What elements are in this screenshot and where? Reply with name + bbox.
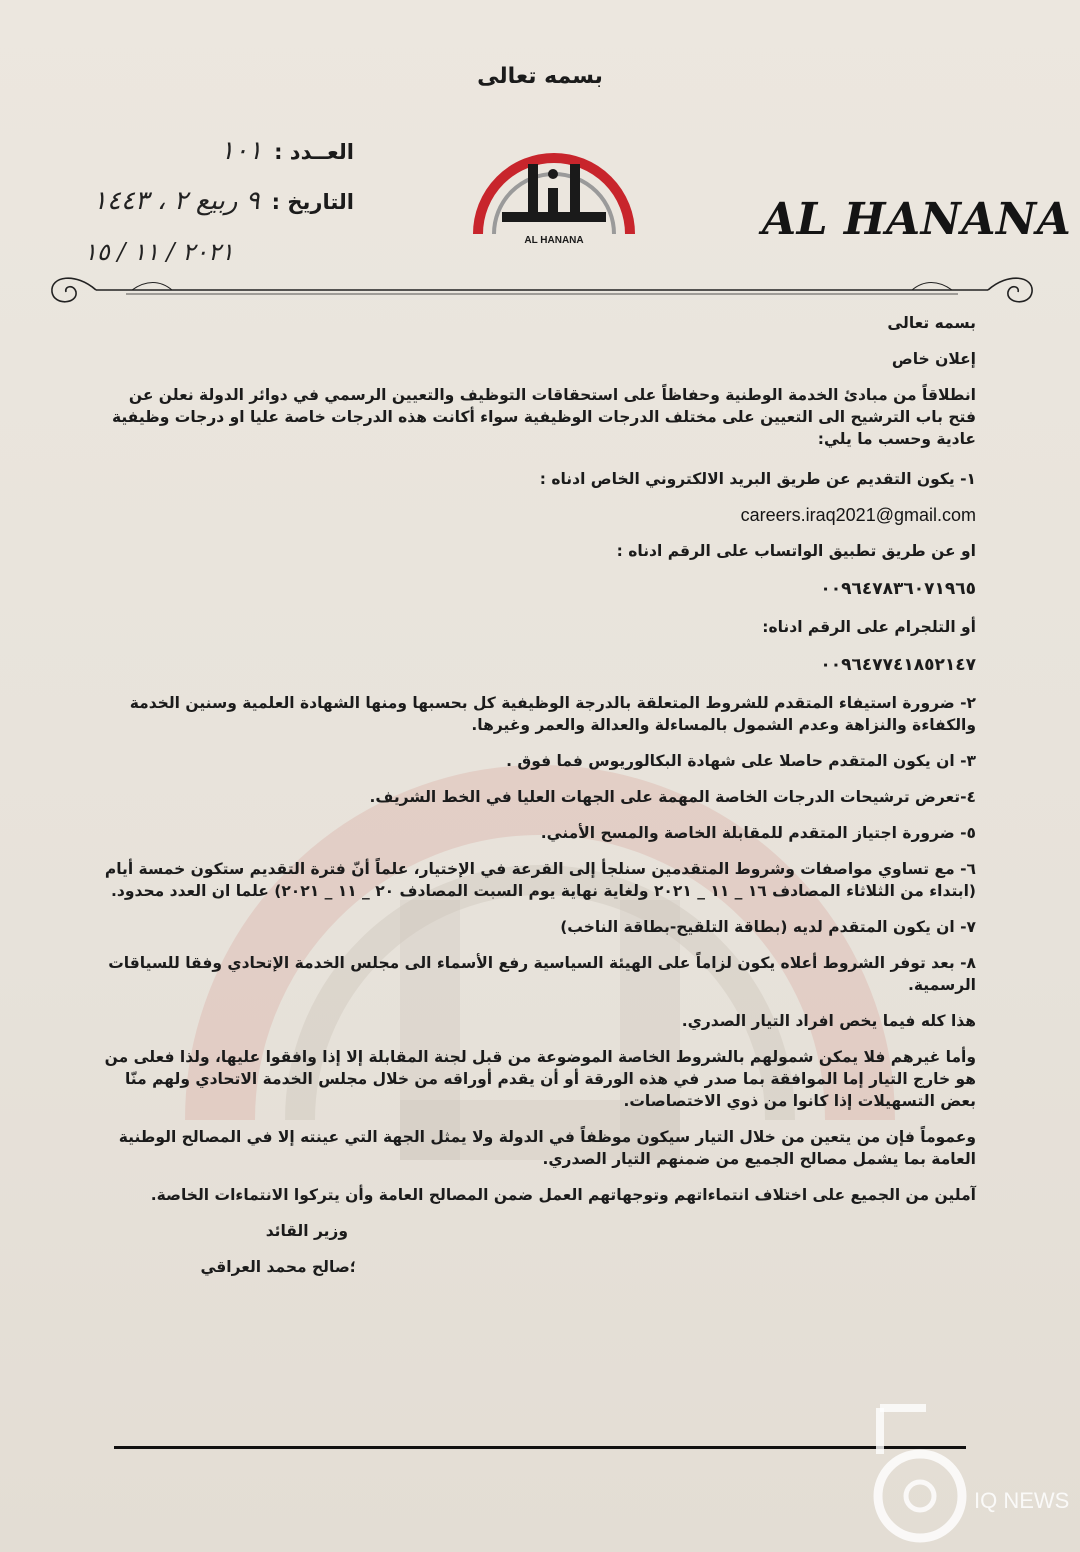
date-row <box>93 186 354 236</box>
closing-line: آملين من الجميع على اختلاف انتماءاتهم وتوجهاتهم العمل ضمن المصالح العامة وأن يتركوا الانتماءات الخاصة. <box>150 1186 976 1204</box>
note-3: وعموماً فإن من يتعين من خلال التيار سيكون موظفاً في الدولة ولا يمثل الجهة التي عينته إلا في المصالح الوطنية العامة بما يشمل مصالح الجميع من ضمنهم التيار الصدري. <box>118 1128 976 1168</box>
intro-paragraph: انطلاقاً من مبادئ الخدمة الوطنية وحفاظاً على استحقاقات التوظيف والتعيين الرسمي في دوائر الدولة نعلن عن فتح باب الترشيح الى التعيين على مختلف الدرجات الوظيفية سواء أكانت هذه الدرجات خاصة عليا او درجات وظيفية عادية وحسب ما يلي: <box>111 386 976 448</box>
date-hijri: ٩ ربيع ٢ ، ١٤٤٣ <box>92 186 260 216</box>
signer-title: وزير القائد <box>265 1222 348 1240</box>
item-3: ٣- ان يكون المتقدم حاصلا على شهادة البكالوريوس فما فوق . <box>506 752 976 770</box>
subject-line: إعلان خاص <box>891 350 976 368</box>
item-1: ١- يكون التقديم عن طريق البريد الالكتروني الخاص ادناه : <box>539 470 976 488</box>
telegram-number: ٠٠٩٦٤٧٧٤١٨٥٢١٤٧ <box>820 655 976 675</box>
letter-body <box>100 312 976 1278</box>
ornament-divider <box>36 266 1048 312</box>
item-8: ٨- بعد توفر الشروط أعلاه يكون لزاماً على الهيئة السياسية رفع الأسماء الى مجلس الخدمة الإتحادي وفقا للسياقات الرسمية. <box>108 954 976 994</box>
number-value: ١٠١ <box>220 136 263 166</box>
signer-name: ؛صالح محمد العراقي <box>200 1258 356 1276</box>
reference-block <box>93 136 354 236</box>
item-5: ٥- ضرورة اجتياز المتقدم للمقابلة الخاصة والمسح الأمني. <box>540 824 976 842</box>
date-label: التاريخ : <box>271 190 354 214</box>
iq-news-logo <box>856 1390 1076 1550</box>
brand-name: AL HANANA <box>762 194 1072 245</box>
news-label: IQ NEWS <box>974 1488 1070 1513</box>
header-basmala: بسمه تعالى <box>477 64 603 89</box>
whatsapp-label: او عن طريق تطبيق الواتساب على الرقم ادناه : <box>616 542 976 560</box>
body-basmala: بسمه تعالى <box>887 314 976 332</box>
item-2: ٢- ضرورة استيفاء المتقدم للشروط المتعلقة بالدرجة الوظيفية كل بحسبها ومنها الشهادة العلمية وسنين الخدمة والكفاءة والنزاهة وعدم الشمول بالمساءلة والعدالة والعمر وغيرها. <box>129 694 976 734</box>
item-4: ٤-تعرض ترشيحات الدرجات الخاصة المهمة على الجهات العليا في الخط الشريف. <box>369 788 976 806</box>
item-7: ٧- ان يكون المتقدم لديه (بطاقة التلقيح-بطاقة الناخب) <box>560 918 976 936</box>
number-row <box>93 136 354 186</box>
item-6: ٦- مع تساوي مواصفات وشروط المتقدمين سنلجأ إلى القرعة في الإختيار، علماً أنّ فترة التقديم ستكون خمسة أيام (ابتداء من الثلاثاء المصادف ١٦ _ ١١ _ ٢٠٢١ ولغاية نهاية يوم السبت المصادف ٢٠ _ ١١ _ ٢٠٢١) علما ان العدد محدود. <box>104 860 976 900</box>
email-address: careers.iraq2021@gmail.com <box>740 505 976 525</box>
note-2: وأما غيرهم فلا يمكن شمولهم بالشروط الخاصة الموضوعة من قبل لجنة المقابلة إلا إذا وافقوا عليها، ولذا فعلى من هو خارج التيار إما الموافقة بما صدر في هذه الورقة أو أن يقدم أوراقه من خلال مجلس الخدمة الاتحادي ولهم منّا بعض التسهيلات إذا كانوا من ذوي الاختصاصات. <box>104 1048 976 1110</box>
note-1: هذا كله فيما يخص افراد التيار الصدري. <box>681 1012 976 1030</box>
telegram-label: أو التلجرام على الرقم ادناه: <box>762 618 976 636</box>
bottom-rule <box>114 1446 966 1449</box>
number-label: العــدد : <box>274 140 354 164</box>
whatsapp-number: ٠٠٩٦٤٧٨٣٦٠٧١٩٦٥ <box>820 579 976 599</box>
al-hanana-logo <box>472 104 636 248</box>
date-gregorian: ٢٠٢١ / ١١ / ١٥ <box>84 238 234 266</box>
logo-subtitle: AL HANANA <box>524 235 584 246</box>
